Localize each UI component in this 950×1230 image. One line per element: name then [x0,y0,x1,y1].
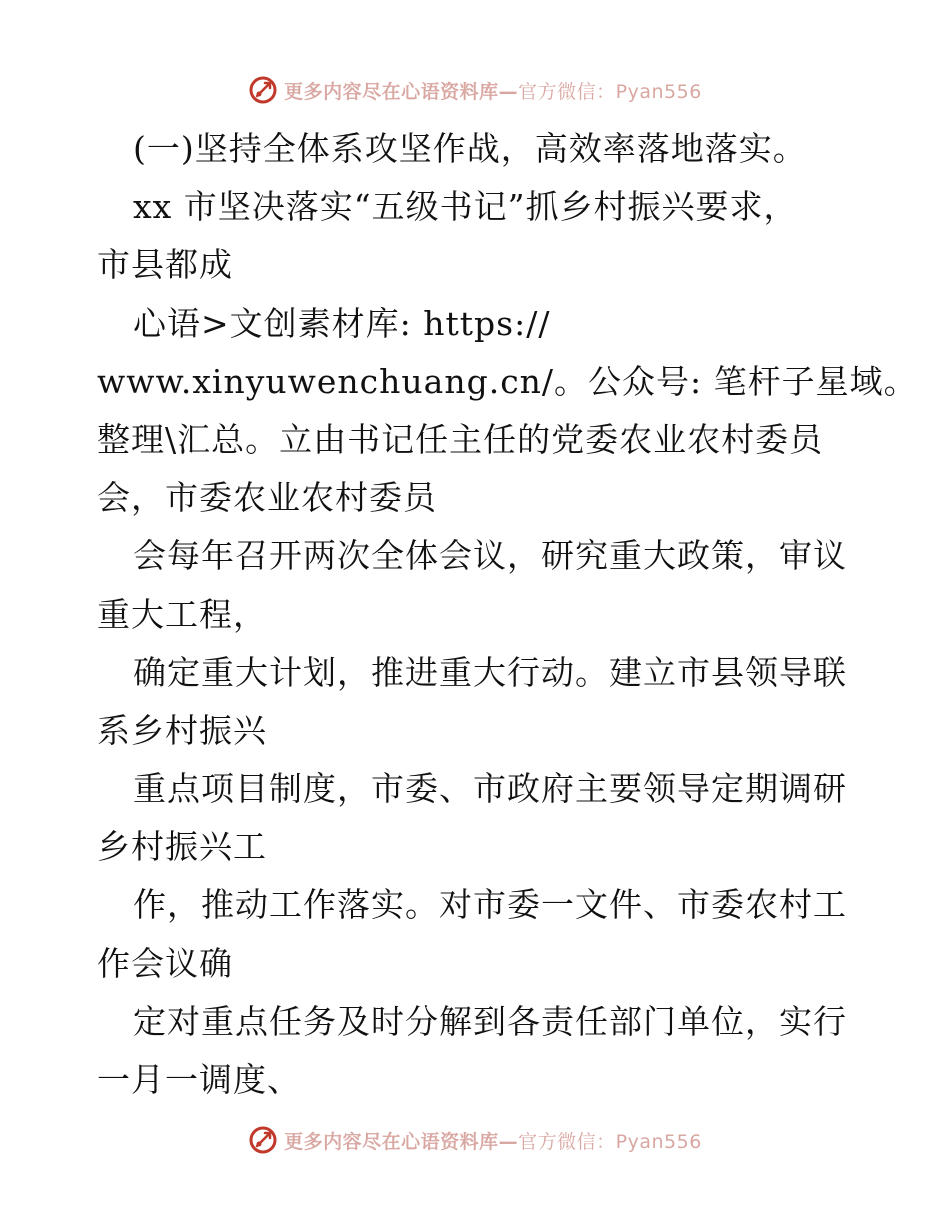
text-line: 心语>文创素材库: https:// [133,303,551,343]
brand-logo-icon [248,75,278,105]
text-line: 整理\汇总。立由书记任主任的党委农业农村委员 [97,419,824,459]
text-line: www.xinyuwenchuang.cn/。公众号: 笔杆子星域。 [97,361,918,401]
text-line: 会，市委农业农村委员 [97,478,437,518]
text-line: 确定重大计划，推进重大行动。建立市县领导联 [133,652,847,692]
footer-watermark [0,1120,950,1160]
text-line: 作会议确 [97,943,233,983]
text-line: xx 市坚决落实“五级书记”抓乡村振兴要求， [133,187,798,227]
text-line: 市县都成 [97,245,233,285]
text-line: 定对重点任务及时分解到各责任部门单位，实行 [133,1001,847,1041]
text-line: 重点项目制度，市委、市政府主要领导定期调研 [133,769,847,809]
text-line: 系乡村振兴 [97,710,267,750]
header-watermark [0,70,950,110]
watermark-separator: — [498,80,519,103]
watermark-contact: 官方微信：Pyan556 [518,1130,702,1153]
watermark-separator: — [498,1130,519,1153]
document-body [97,120,918,1109]
watermark-brand: 更多内容尽在心语资料库 [284,1130,499,1153]
text-line: 乡村振兴工 [97,827,267,867]
text-line: 会每年召开两次全体会议，研究重大政策，审议 [133,536,847,576]
watermark-text [284,1127,702,1154]
brand-logo-icon [248,1125,278,1155]
text-line: 重大工程， [97,594,267,634]
watermark-brand: 更多内容尽在心语资料库 [284,80,499,103]
watermark-text [284,77,702,104]
text-line: 作，推动工作落实。对市委一文件、市委农村工 [133,885,847,925]
watermark-contact: 官方微信：Pyan556 [518,80,702,103]
text-line: (一)坚持全体系攻坚作战，高效率落地落实。 [133,129,807,168]
text-line: 一月一调度、 [97,1060,301,1099]
